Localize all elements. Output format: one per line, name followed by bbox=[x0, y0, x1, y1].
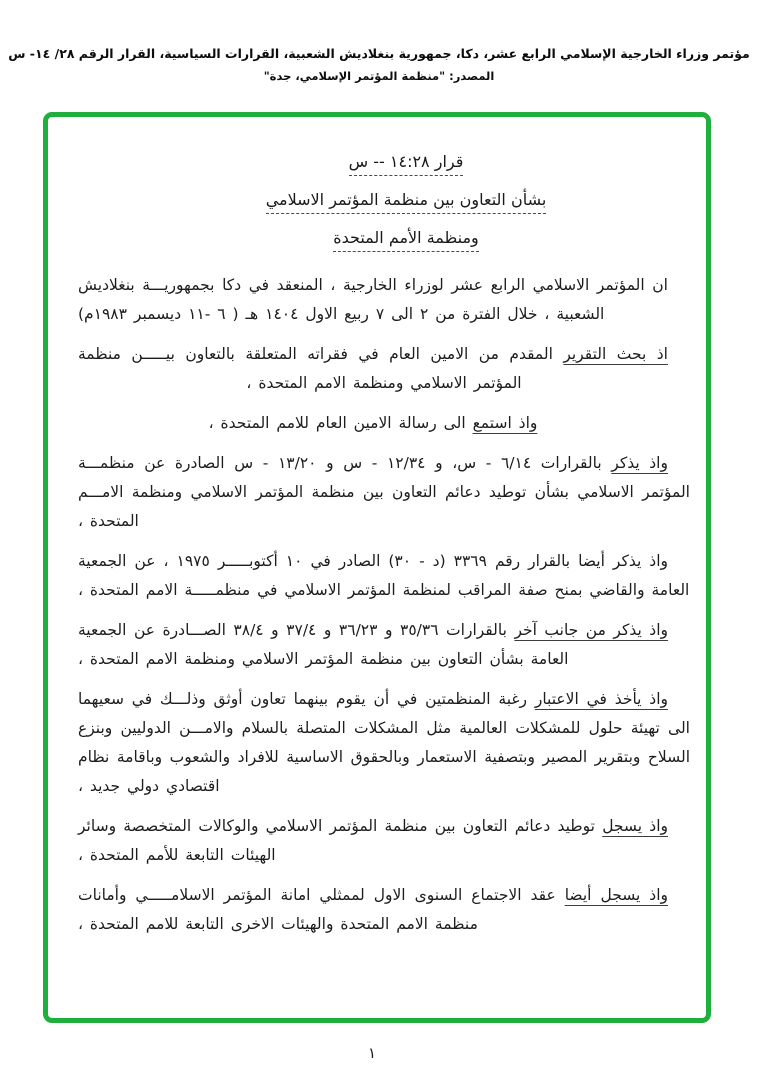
resolution-subject-2: ومنظمة الأمم المتحدة bbox=[333, 228, 479, 252]
paragraph-message bbox=[78, 409, 690, 438]
paragraph-text: بالقرارات ٦/١٤ - س، و ١٢/٣٤ - س و ١٣/٢٠ - س الصادرة عن منظمـــة المؤتمر الاسلامي بشأن توطيد دعائم التعاون بين منظمة المؤتمر الاسلامي ومنظمة الامـــم المتحدة ، bbox=[78, 454, 690, 530]
paragraph-lead: واذ يذكر bbox=[611, 454, 668, 472]
paragraph-lead: اذ بحث التقرير bbox=[563, 345, 668, 363]
paragraph-text: الى رسالة الامين العام للامم المتحدة ، bbox=[208, 414, 473, 432]
paragraph-lead: واذ يسجل bbox=[602, 817, 668, 835]
paragraph-text: توطيد دعائم التعاون بين منظمة المؤتمر الاسلامي والوكالات المتخصصة وسائر الهيئات التابعة للأمم المتحدة ، bbox=[78, 817, 603, 864]
resolution-subject-line bbox=[100, 189, 711, 211]
conference-citation-line: مؤتمر وزراء الخارجية الإسلامي الرابع عشر، دكا، جمهورية بنغلاديش الشعبية، القرارات السياسية، القرار الرقم ٢٨/ ١٤- س bbox=[8, 46, 750, 61]
paragraph-considering bbox=[78, 685, 690, 801]
source-header bbox=[0, 46, 758, 83]
paragraph-report bbox=[78, 340, 690, 398]
paragraph-preamble bbox=[78, 271, 690, 329]
paragraph-lead: واذ يأخذ في الاعتبار bbox=[534, 690, 669, 708]
paragraph-lead: واذ استمع bbox=[472, 414, 538, 432]
paragraph-noting-meeting bbox=[78, 881, 690, 939]
resolution-title bbox=[100, 151, 711, 249]
paragraph-text: واذ يذكر أيضا بالقرار رقم ٣٣٦٩ (د - ٣٠) الصادر في ١٠ أكتوبـــــر ١٩٧٥ ، عن الجمعية العامة والقاضي بمنح صفة المراقب لمنظمة المؤتمر الاسلامي في منظمـــــة الامم المتحدة ، bbox=[78, 552, 690, 599]
paragraph-recalling-ga bbox=[78, 616, 690, 674]
resolution-number: قرار ١٤:٢٨ -- س bbox=[349, 152, 464, 176]
paragraph-text: عقد الاجتماع السنوى الاول لممثلي امانة المؤتمر الاسلامـــــي وأمانات منظمة الامم المتحدة والهيئات الاخرى التابعة للامم المتحدة ، bbox=[78, 886, 565, 933]
paragraph-text: ان المؤتمر الاسلامي الرابع عشر لوزراء الخارجية ، المنعقد في دكا بجمهوريـــة بنغلاديش الشعبية ، خلال الفترة من ٢ الى ٧ ربيع الاول ١٤٠٤ هـ ( ٦ -١١ ديسمبر ١٩٨٣م) bbox=[78, 276, 668, 323]
document-frame bbox=[43, 112, 711, 1023]
resolution-number-line bbox=[100, 151, 711, 173]
paragraph-lead: واذ يسجل أيضا bbox=[564, 886, 668, 904]
resolution-subject-line-2 bbox=[100, 227, 711, 249]
paragraph-text: بالقرارات ٣٥/٣٦ و ٣٦/٢٣ و ٣٧/٤ و ٣٨/٤ الصـــادرة عن الجمعية العامة بشأن التعاون بين منظمة المؤتمر الاسلامي ومنظمة الامم المتحدة ، bbox=[78, 621, 569, 668]
paragraph-text: المقدم من الامين العام في فقراته المتعلقة بالتعاون بيـــــن منظمة المؤتمر الاسلامي ومنظمة الامم المتحدة ، bbox=[78, 345, 564, 392]
page-number: ١ bbox=[368, 1044, 377, 1062]
paragraph-lead: واذ يذكر من جانب آخر bbox=[514, 621, 669, 639]
paragraph-text: رغبة المنظمتين في أن يقوم بينهما تعاون أوثق وذلـــك في سعيهما الى تهيئة حلول للمشكلات العالمية مثل المشكلات المتصلة بالسلام والامـــن الدوليين وبنزع السلاح وبتقرير المصير وبتصفية الاستعمار وبالحقوق الاساسية للافراد والشعوب وباقامة نظام اقتصادي دولي جديد ، bbox=[78, 690, 690, 795]
source-line: المصدر: "منظمة المؤتمر الإسلامي، جدة" bbox=[263, 69, 495, 83]
paragraph-recalling-3369 bbox=[78, 547, 690, 605]
paragraph-noting bbox=[78, 812, 690, 870]
resolution-subject: بشأن التعاون بين منظمة المؤتمر الاسلامي bbox=[266, 190, 547, 214]
paragraph-recalling-oic bbox=[78, 449, 690, 536]
